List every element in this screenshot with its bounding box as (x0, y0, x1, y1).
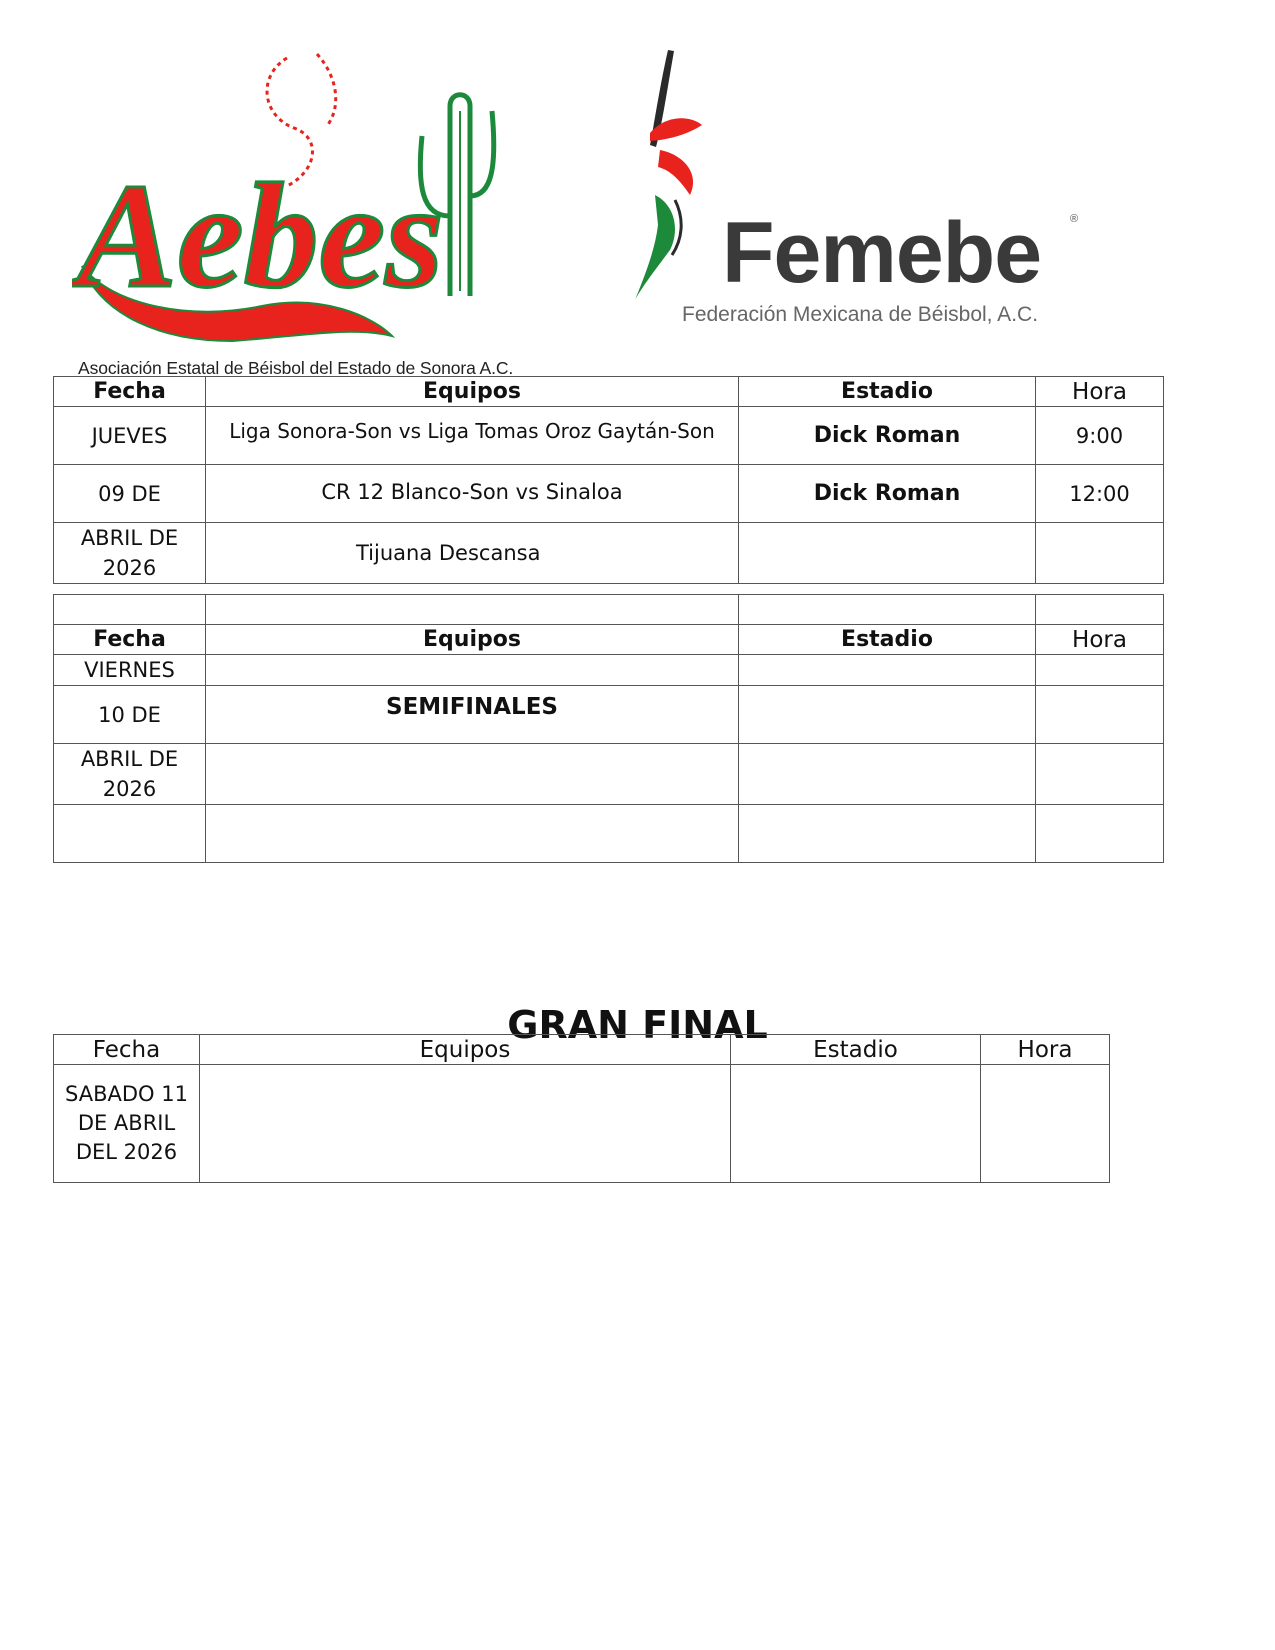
header-estadio: Estadio (731, 1035, 981, 1065)
match-time: 9:00 (1036, 407, 1164, 465)
empty-cell (731, 1065, 981, 1183)
femebe-logo (630, 45, 1100, 355)
table-header-row (54, 377, 1164, 407)
fecha-date: 09 DE (54, 465, 206, 523)
empty-cell (1036, 595, 1164, 625)
table-row (54, 655, 1164, 686)
table-header-row (54, 625, 1164, 655)
empty-cell (206, 744, 739, 805)
femebe-wordmark: Femebe (722, 205, 1042, 301)
match-stadium: Dick Roman (739, 407, 1036, 465)
empty-cell (739, 744, 1036, 805)
fecha-full-date: SABADO 11 DE ABRIL DEL 2026 (54, 1065, 200, 1183)
table-row (54, 744, 1164, 805)
table-header-row (54, 1035, 1110, 1065)
fecha-day: JUEVES (54, 407, 206, 465)
empty-cell (1036, 805, 1164, 863)
table-row (54, 686, 1164, 744)
table-row (54, 805, 1164, 863)
empty-cell (739, 686, 1036, 744)
header-equipos: Equipos (200, 1035, 731, 1065)
fecha-month-year: ABRIL DE 2026 (54, 523, 206, 584)
header-estadio: Estadio (739, 625, 1036, 655)
match-teams: Tijuana Descansa (206, 523, 739, 584)
empty-cell (206, 655, 739, 686)
aebes-logo (72, 36, 522, 381)
match-time (1036, 523, 1164, 584)
header-fecha: Fecha (54, 625, 206, 655)
header-hora: Hora (981, 1035, 1110, 1065)
fecha-month-year: ABRIL DE 2026 (54, 744, 206, 805)
empty-cell (54, 595, 206, 625)
match-teams: Liga Sonora-Son vs Liga Tomas Oroz Gaytán-Son (206, 407, 739, 465)
table-row (54, 465, 1164, 523)
table-row (54, 523, 1164, 584)
match-time: 12:00 (1036, 465, 1164, 523)
empty-cell (1036, 686, 1164, 744)
empty-cell (206, 595, 739, 625)
fecha-date: 10 DE (54, 686, 206, 744)
aebes-logo-graphic (72, 36, 522, 356)
header-hora: Hora (1036, 377, 1164, 407)
empty-cell (1036, 655, 1164, 686)
femebe-subtitle: Federación Mexicana de Béisbol, A.C. (682, 303, 1039, 326)
match-stadium (739, 523, 1036, 584)
header-equipos: Equipos (206, 625, 739, 655)
header-hora: Hora (1036, 625, 1164, 655)
aebes-caption: Asociación Estatal de Béisbol del Estado de Sonora A.C. (78, 358, 514, 378)
aebes-wordmark: Aebes (77, 153, 444, 319)
empty-cell (200, 1065, 731, 1183)
schedule-table-viernes (53, 594, 1164, 863)
empty-cell (54, 805, 206, 863)
empty-cell (739, 655, 1036, 686)
empty-cell (739, 805, 1036, 863)
match-teams: CR 12 Blanco-Son vs Sinaloa (206, 465, 739, 523)
gran-final-title: GRAN FINAL (507, 1003, 768, 1047)
header-fecha: Fecha (54, 377, 206, 407)
fecha-day: VIERNES (54, 655, 206, 686)
empty-cell (1036, 744, 1164, 805)
round-label: SEMIFINALES (206, 686, 739, 744)
table-row-empty (54, 595, 1164, 625)
header-fecha: Fecha (54, 1035, 200, 1065)
empty-cell (981, 1065, 1110, 1183)
schedule-table-jueves (53, 376, 1164, 584)
femebe-registered-mark: ® (1070, 213, 1079, 225)
header-estadio: Estadio (739, 377, 1036, 407)
table-row (54, 1065, 1110, 1183)
match-stadium: Dick Roman (739, 465, 1036, 523)
empty-cell (739, 595, 1036, 625)
table-row (54, 407, 1164, 465)
schedule-table-final (53, 1034, 1110, 1183)
header-equipos: Equipos (206, 377, 739, 407)
empty-cell (206, 805, 739, 863)
